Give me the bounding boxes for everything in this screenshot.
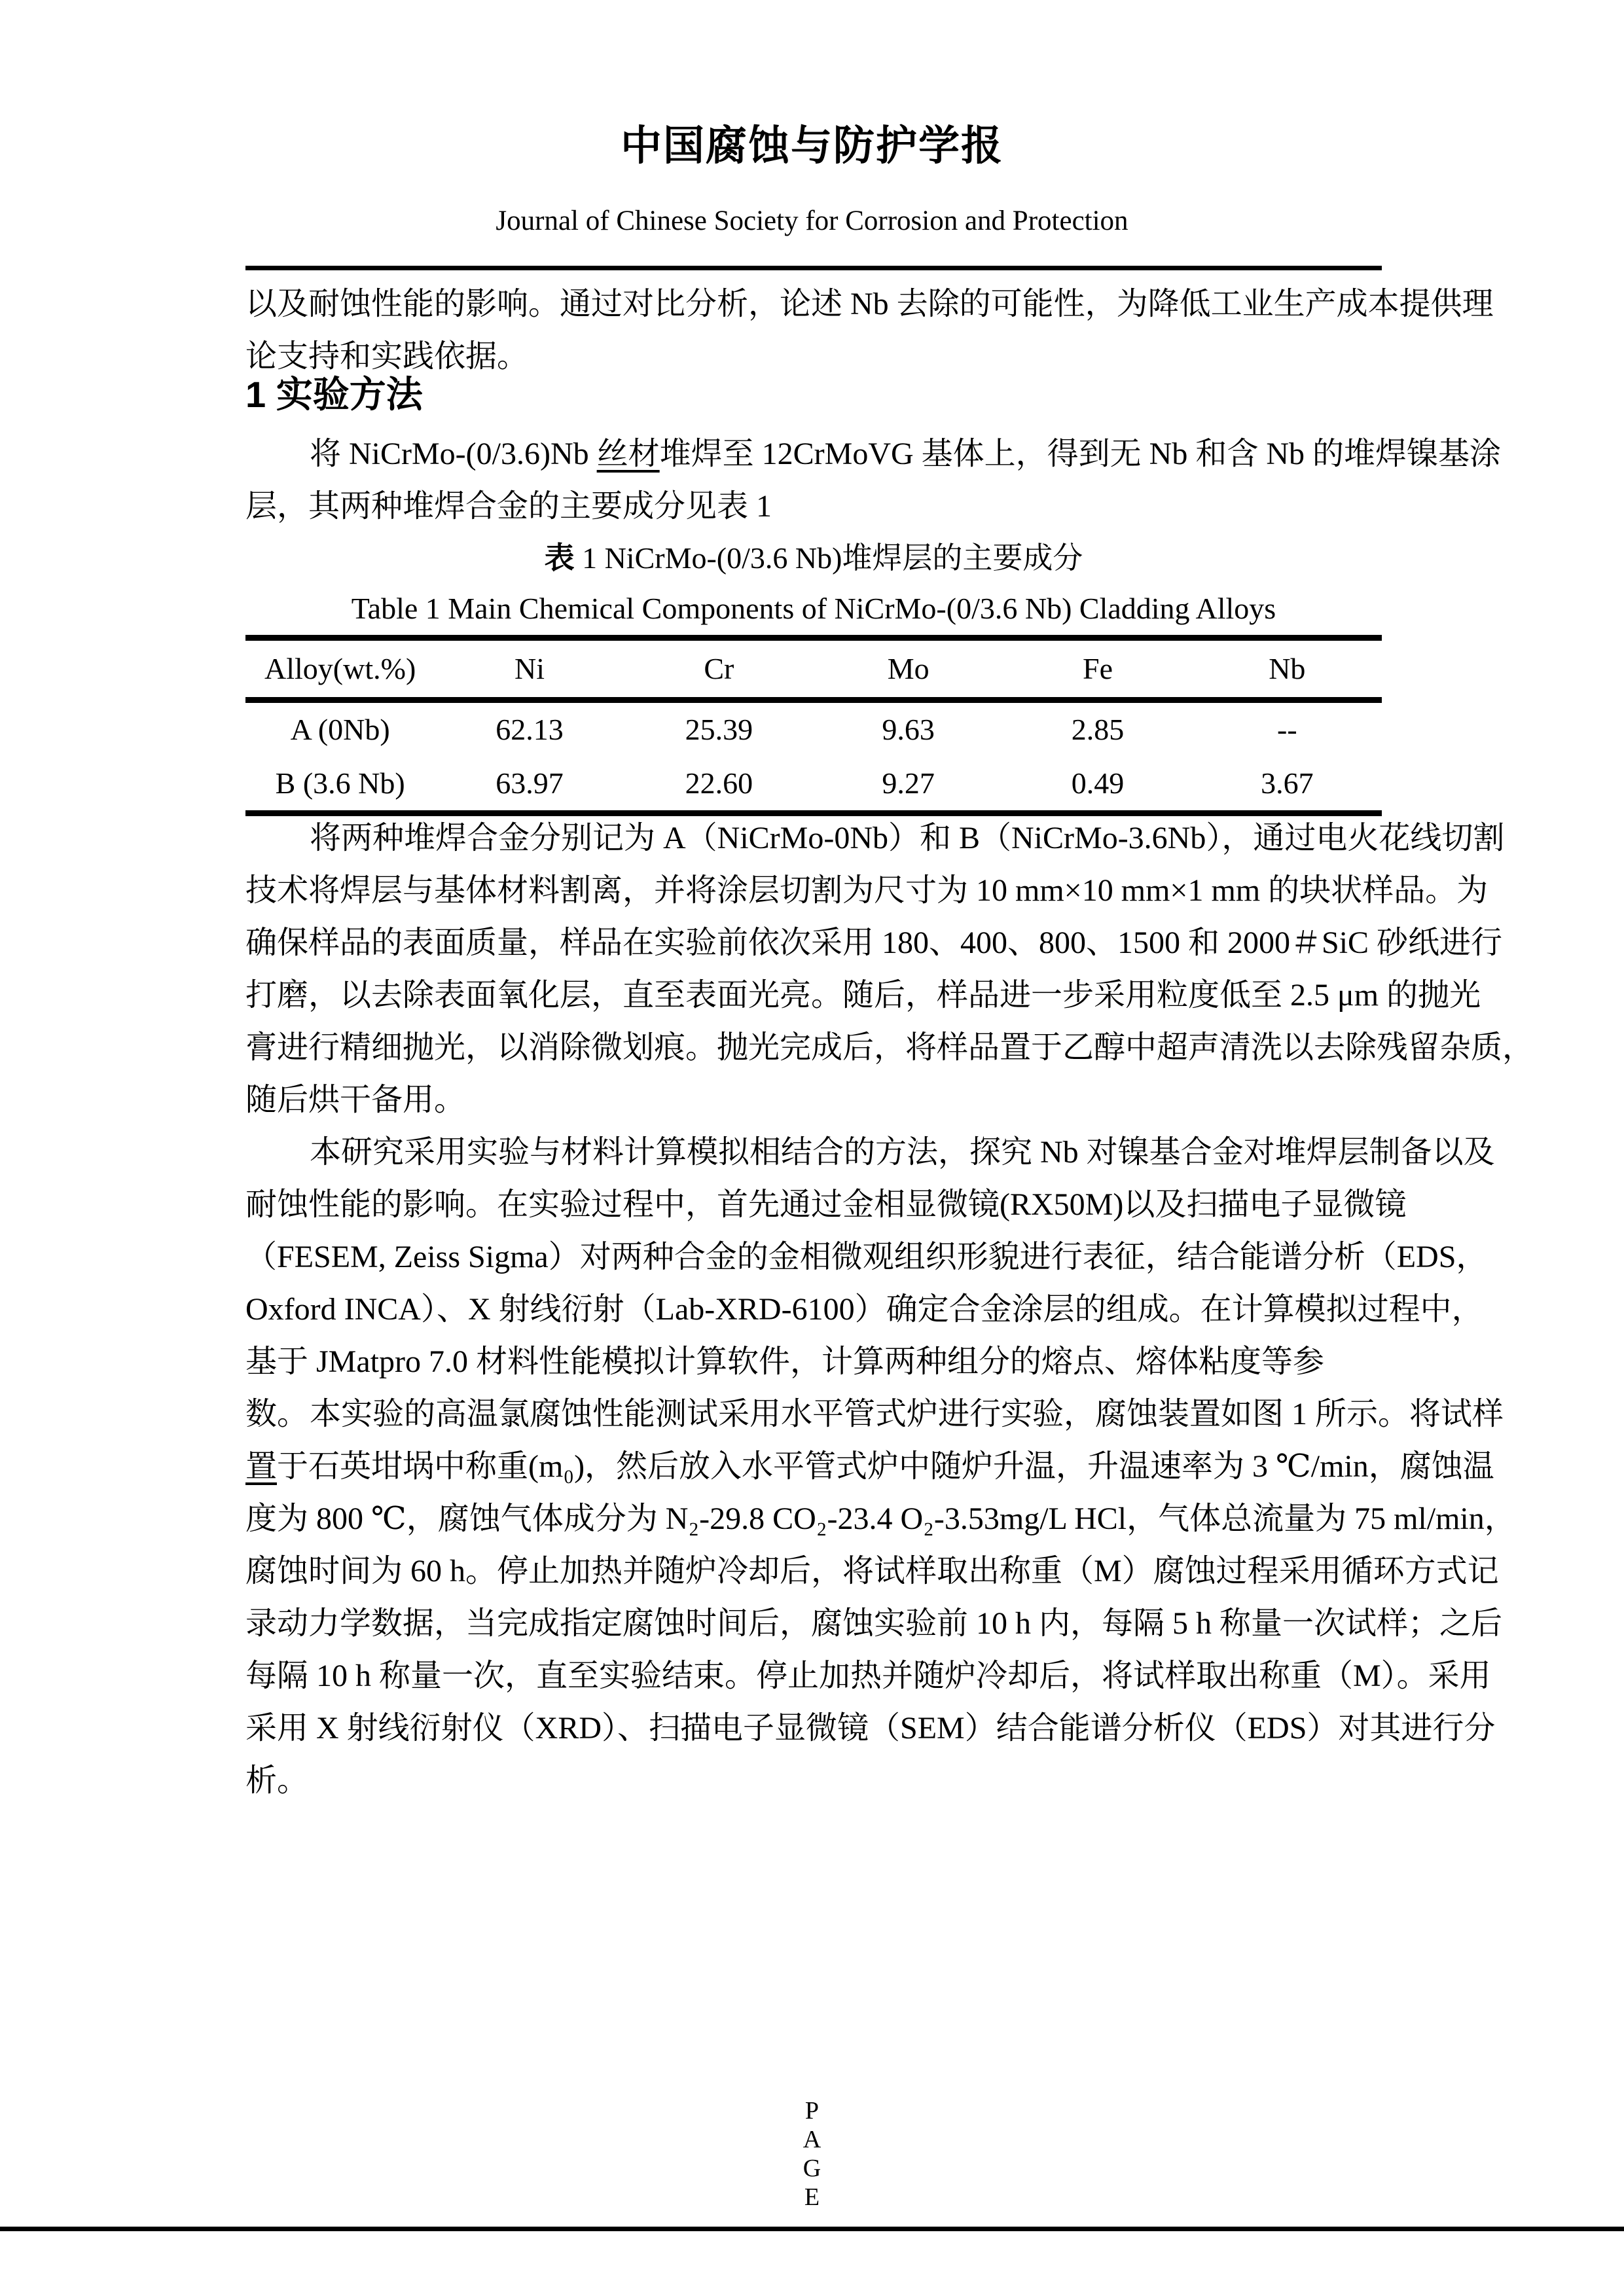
section-heading: 1 实验方法 xyxy=(245,374,423,415)
text-line: 腐蚀时间为 60 h。停止加热并随炉冷却后，将试样取出称重（M）腐蚀过程采用循环方式记 xyxy=(245,1554,1499,1588)
table-header-row xyxy=(245,641,1382,697)
text-line: 本研究采用实验与材料计算模拟相结合的方法，探究 Nb 对镍基合金对堆焊层制备以及 xyxy=(310,1135,1495,1170)
text-line: 以及耐蚀性能的影响。通过对比分析，论述 Nb 去除的可能性，为降低工业生产成本提供理 xyxy=(245,287,1494,321)
table-row xyxy=(245,703,1382,757)
journal-title-en: Journal of Chinese Society for Corrosion and Protection xyxy=(496,206,1128,236)
text-line: 度为 800 ℃，腐蚀气体成分为 N₂-29.8 CO₂-23.4 O₂-3.53mg/L HCl，气体总流量为 75 ml/min， xyxy=(245,1501,1516,1536)
text-run: 将 NiCrMo-(0/3.6)Nb xyxy=(310,437,597,471)
text-line: 每隔 10 h 称量一次，直至实验结束。停止加热并随炉冷却后，将试样取出称重（M）。采用 xyxy=(245,1659,1491,1693)
table-mid-rule xyxy=(245,697,1382,703)
footer-rule xyxy=(0,2227,1624,2231)
underlined-text: 丝材 xyxy=(596,437,660,471)
paragraph-sample-prep xyxy=(245,812,1534,1126)
text-line: 层，其两种堆焊合金的主要成分见表 1 xyxy=(245,489,772,524)
page-field-letter: E xyxy=(804,2183,820,2211)
table-caption-label: 表 xyxy=(544,541,575,575)
text-line: 析。 xyxy=(245,1763,309,1798)
page-field-letter: P xyxy=(804,2097,820,2125)
data-cell: 25.39 xyxy=(685,713,753,746)
table-caption-en: Table 1 Main Chemical Components of NiCrMo-(0/3.6 Nb) Cladding Alloys xyxy=(351,592,1276,625)
table-row xyxy=(245,757,1382,810)
header-cell: Fe xyxy=(1082,652,1113,685)
data-cell: 9.27 xyxy=(882,766,935,800)
data-cell: 3.67 xyxy=(1261,766,1314,800)
data-cell: 22.60 xyxy=(685,766,753,800)
data-cell: A (0Nb) xyxy=(290,713,390,746)
header-cell: Ni xyxy=(514,652,545,685)
text-line: 录动力学数据，当完成指定腐蚀时间后，腐蚀实验前 10 h 内，每隔 5 h 称量一次试样；之后 xyxy=(245,1606,1503,1641)
text-line: 确保样品的表面质量，样品在实验前依次采用 180、400、800、1500 和 2000＃SiC 砂纸进行 xyxy=(245,925,1503,960)
header-cell: Cr xyxy=(704,652,734,685)
header-cell: Mo xyxy=(887,652,929,685)
header-cell: Alloy(wt.%) xyxy=(264,652,416,685)
text-line: 打磨，以去除表面氧化层，直至表面光亮。随后，样品进一步采用粒度低至 2.5 μm 的抛光 xyxy=(245,978,1481,1013)
data-cell: 63.97 xyxy=(496,766,564,800)
page-field-vertical xyxy=(0,2096,1624,2212)
table-caption-text: 1 NiCrMo-(0/3.6 Nb)堆焊层的主要成分 xyxy=(574,541,1083,575)
data-cell: 62.13 xyxy=(496,713,564,746)
page-field-letter: A xyxy=(803,2126,821,2153)
text-line: 随后烘干备用。 xyxy=(245,1083,466,1117)
underlined-text: 置 xyxy=(245,1449,278,1484)
data-cell: 2.85 xyxy=(1071,713,1125,746)
text-line xyxy=(245,1441,1494,1493)
text-line: 论支持和实践依据。 xyxy=(245,339,529,374)
text-line: 膏进行精细抛光，以消除微划痕。抛光完成后，将样品置于乙醇中超声清洗以去除残留杂质， xyxy=(245,1030,1534,1065)
table-top-rule xyxy=(245,635,1382,641)
paragraph-cladding xyxy=(245,428,1501,533)
text-line: 耐蚀性能的影响。在实验过程中，首先通过金相显微镜(RX50M)以及扫描电子显微镜 xyxy=(245,1187,1407,1222)
data-cell: 9.63 xyxy=(882,713,935,746)
text-line: 基于 JMatpro 7.0 材料性能模拟计算软件，计算两种组分的熔点、熔体粘度等参数。 xyxy=(245,1344,1324,1431)
text-line: 将两种堆焊合金分别记为 A（NiCrMo-0Nb）和 B（NiCrMo-3.6Nb），通过电火花线切割 xyxy=(310,821,1505,855)
data-cell: 0.49 xyxy=(1071,766,1125,800)
text-line: 采用 X 射线衍射仪（XRD）、扫描电子显微镜（SEM）结合能谱分析仪（EDS）对其进行分 xyxy=(245,1711,1496,1746)
text-line: （FESEM, Zeiss Sigma）对两种合金的金相微观组织形貌进行表征，结合能谱分析（EDS， xyxy=(245,1240,1488,1274)
header-cell: Nb xyxy=(1269,652,1306,685)
text-run: 于石英坩埚中称重(m₀)，然后放入水平管式炉中随炉升温，升温速率为 3 ℃/min，腐蚀温 xyxy=(277,1449,1494,1484)
data-cell: -- xyxy=(1277,713,1297,746)
paragraph-corrosion-test xyxy=(245,1388,1516,1807)
data-cell: B (3.6 Nb) xyxy=(275,766,405,800)
header-rule xyxy=(245,266,1382,270)
text-line: Oxford INCA）、X 射线衍射（Lab-XRD-6100）确定合金涂层的组成。在计算模拟过程中， xyxy=(245,1292,1483,1327)
table-caption-cn xyxy=(245,531,1382,584)
text-line xyxy=(245,428,1501,480)
text-line: 本实验的高温氯腐蚀性能测试采用水平管式炉进行实验，腐蚀装置如图 1 所示。将试样 xyxy=(310,1397,1504,1431)
text-line: 技术将焊层与基体材料割离，并将涂层切割为尺寸为 10 mm×10 mm×1 mm 的块状样品。为 xyxy=(245,873,1489,908)
components-table xyxy=(245,635,1382,816)
text-run: 堆焊至 12CrMoVG 基体上，得到无 Nb 和含 Nb 的堆焊镍基涂 xyxy=(659,437,1501,471)
page-field-letter: G xyxy=(803,2155,821,2182)
journal-title-cn: 中国腐蚀与防护学报 xyxy=(621,123,1003,169)
